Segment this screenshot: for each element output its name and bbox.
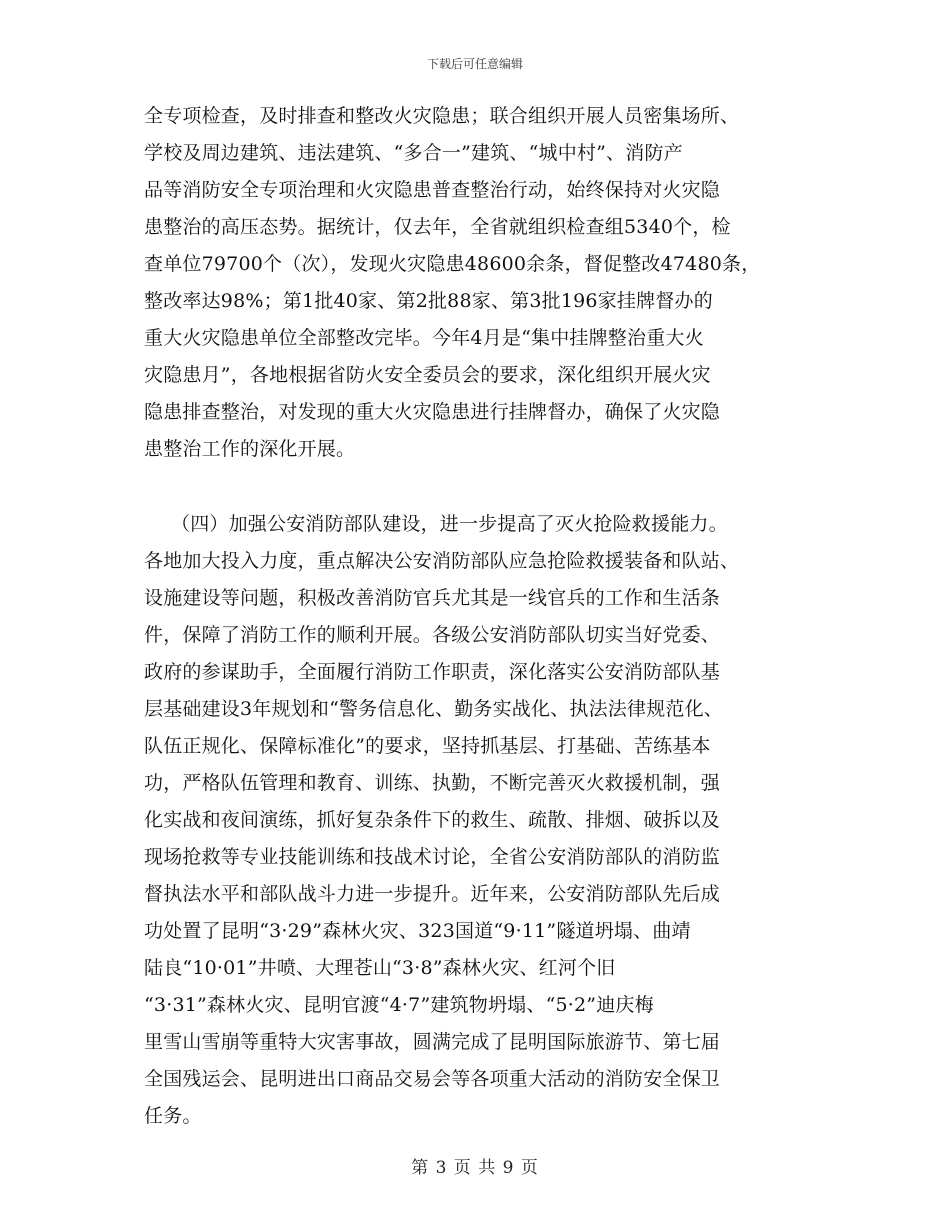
paragraph-line: 功，严格队伍管理和教育、训练、执勤，不断完善灭火救援机制，强 — [144, 772, 721, 794]
paragraph-line: 任务。 — [144, 1105, 202, 1127]
page-header-note: 下载后可任意编辑 — [426, 57, 523, 71]
paragraph-line: 查单位79700个（次），发现火灾隐患48600余条，督促整改47480条， — [144, 253, 761, 275]
paragraph-line: 各地加大投入力度，重点解决公安消防部队应急抢险救援装备和队站、 — [144, 550, 740, 572]
paragraph-line: 隐患排查整治，对发现的重大火灾隐患进行挂牌督办，确保了火灾隐 — [144, 401, 721, 423]
paragraph-line: “3·31”森林火灾、昆明官渡“4·7”建筑物坍塌、“5·2”迪庆梅 — [144, 994, 654, 1016]
paragraph-line: 患整治工作的深化开展。 — [144, 438, 356, 460]
paragraph-line: 功处置了昆明“3·29”森林火灾、323国道“9·11”隧道坍塌、曲靖 — [144, 920, 691, 942]
paragraph-line: 整改率达98%；第1批40家、第2批88家、第3批196家挂牌督办的 — [144, 290, 713, 312]
paragraph-line: 品等消防安全专项治理和火灾隐患普查整治行动，始终保持对火灾隐 — [144, 179, 721, 201]
section-heading-line: （四）加强公安消防部队建设，进一步提高了灭火抢险救援能力。 — [171, 513, 728, 535]
page-number-footer: 第 3 页 共 9 页 — [411, 1158, 539, 1178]
paragraph-line: 现场抢救等专业技能训练和技战术讨论，全省公安消防部队的消防监 — [144, 846, 721, 868]
paragraph-line: 灾隐患月”，各地根据省防火安全委员会的要求，深化组织开展火灾 — [144, 364, 711, 386]
paragraph-line: 陆良“10·01”井喷、大理苍山“3·8”森林火灾、红河个旧 — [144, 957, 616, 979]
paragraph-line: 政府的参谋助手，全面履行消防工作职责，深化落实公安消防部队基 — [144, 661, 721, 683]
paragraph-line: 全国残运会、昆明进出口商品交易会等各项重大活动的消防安全保卫 — [144, 1068, 721, 1090]
paragraph-line: 患整治的高压态势。据统计，仅去年，全省就组织检查组5340个，检 — [144, 216, 731, 238]
paragraph-line: 学校及周边建筑、违法建筑、“多合一”建筑、“城中村”、消防产 — [144, 142, 683, 164]
paragraph-line: 设施建设等问题，积极改善消防官兵尤其是一线官兵的工作和生活条 — [144, 587, 721, 609]
paragraph-line: 化实战和夜间演练，抓好复杂条件下的救生、疏散、排烟、破拆以及 — [144, 809, 721, 831]
paragraph-line: 督执法水平和部队战斗力进一步提升。近年来，公安消防部队先后成 — [144, 883, 721, 905]
paragraph-line: 队伍正规化、保障标准化”的要求，坚持抓基层、打基础、苦练基本 — [144, 735, 711, 757]
paragraph-line: 层基础建设3年规划和“警务信息化、勤务实战化、执法法律规范化、 — [144, 698, 724, 720]
paragraph-line: 重大火灾隐患单位全部整改完毕。今年4月是“集中挂牌整治重大火 — [144, 327, 704, 349]
paragraph-line: 里雪山雪崩等重特大灾害事故，圆满完成了昆明国际旅游节、第七届 — [144, 1031, 721, 1053]
paragraph-line: 件，保障了消防工作的顺利开展。各级公安消防部队切实当好党委、 — [144, 624, 721, 646]
paragraph-line: 全专项检查，及时排查和整改火灾隐患；联合组织开展人员密集场所、 — [144, 105, 740, 127]
